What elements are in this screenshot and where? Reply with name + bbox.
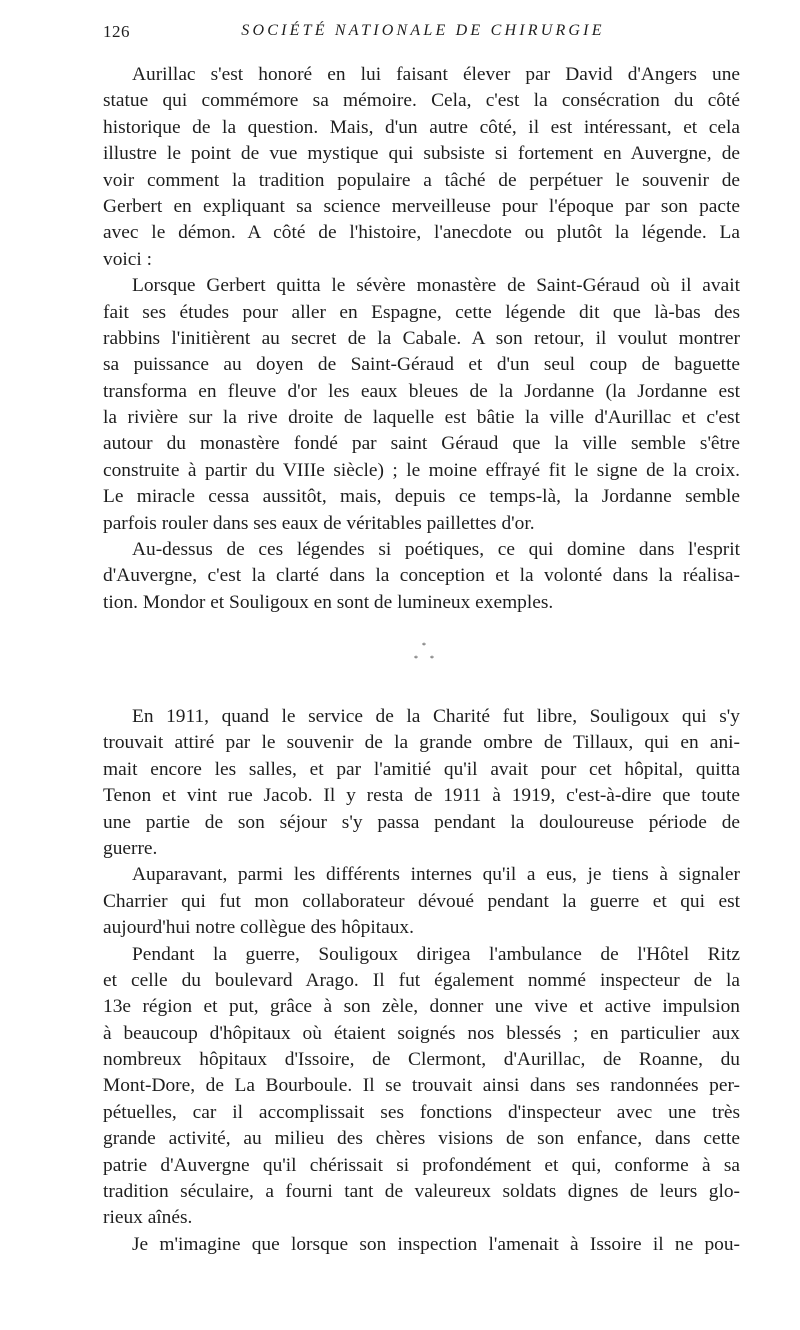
- text-block-war-years: [103, 704, 740, 1258]
- text-line: trouvait attiré par le souvenir de la grande ombre de Tillaux, qui en ani-: [103, 732, 740, 754]
- text-line: voir comment la tradition populaire a tâché de perpétuer le souvenir de: [103, 169, 740, 191]
- text-line: Tenon et vint rue Jacob. Il y resta de 1911 à 1919, c'est-à-dire que toute: [103, 785, 740, 807]
- text-line: rabbins l'initièrent au secret de la Cabale. A son retour, il voulut montrer: [103, 327, 740, 349]
- text-line: historique de la question. Mais, d'un autre côté, il est intéressant, et cela: [103, 116, 740, 138]
- running-head: SOCIÉTÉ NATIONALE DE CHIRURGIE: [241, 22, 605, 39]
- text-line: Charrier qui fut mon collaborateur dévoué pendant la guerre et qui est: [103, 890, 740, 912]
- text-line: statue qui commémore sa mémoire. Cela, c'est la consécration du côté: [103, 90, 740, 112]
- text-line: fait ses études pour aller en Espagne, cette légende dit que là-bas des: [103, 301, 740, 323]
- text-line: Auparavant, parmi les différents internes qu'il a eus, je tiens à signaler: [132, 864, 740, 886]
- text-line: Pendant la guerre, Souligoux dirigea l'ambulance de l'Hôtel Ritz: [132, 943, 740, 965]
- text-line: Lorsque Gerbert quitta le sévère monastère de Saint-Géraud où il avait: [132, 275, 740, 297]
- section-break-asterism: [0, 628, 800, 674]
- text-line: Mont-Dore, de La Bourboule. Il se trouvait ainsi dans ses randonnées per-: [103, 1075, 740, 1097]
- text-block-legend: [103, 62, 740, 616]
- text-line: voici :: [103, 248, 153, 270]
- text-line: et celle du boulevard Arago. Il fut également nommé inspecteur de la: [103, 969, 740, 991]
- text-line: avec le démon. A côté de l'histoire, l'anecdote ou plutôt la légende. La: [103, 222, 740, 244]
- text-line: tradition séculaire, a fourni tant de valeureux soldats dignes de leurs glo-: [103, 1181, 740, 1203]
- asterism-star: *: [422, 641, 426, 650]
- text-line: guerre.: [103, 837, 158, 859]
- text-line: Au-dessus de ces légendes si poétiques, ce qui domine dans l'esprit: [132, 539, 740, 561]
- text-line: nombreux hôpitaux d'Issoire, de Clermont, d'Aurillac, de Roanne, du: [103, 1049, 740, 1071]
- text-line: à beaucoup d'hôpitaux où étaient soignés nos blessés ; en particulier aux: [103, 1022, 740, 1044]
- text-line: illustre le point de vue mystique qui subsiste si fortement en Auvergne, de: [103, 143, 740, 165]
- text-line: autour du monastère fondé par saint Géraud que la ville semble s'être: [103, 433, 740, 455]
- asterism-star: *: [430, 654, 434, 663]
- text-line: En 1911, quand le service de la Charité fut libre, Souligoux qui s'y: [132, 706, 740, 727]
- text-line: la rivière sur la rive droite de laquelle est bâtie la ville d'Aurillac et c'est: [103, 407, 740, 429]
- text-line: patrie d'Auvergne qu'il chérissait si profondément et qui, conforme à sa: [103, 1154, 740, 1176]
- text-line: transforma en fleuve d'or les eaux bleues de la Jordanne (la Jordanne est: [103, 380, 740, 402]
- text-line: mait encore les salles, et par l'amitié qu'il avait pour cet hôpital, quitta: [103, 758, 740, 780]
- text-line: Le miracle cessa aussitôt, mais, depuis ce temps-là, la Jordanne semble: [103, 486, 740, 508]
- text-line: grande activité, au milieu des chères visions de son enfance, dans cette: [103, 1128, 740, 1150]
- text-line: d'Auvergne, c'est la clarté dans la conception et la volonté dans la réalisa-: [103, 565, 740, 587]
- text-line: construite à partir du VIIIe siècle) ; le moine effrayé fit le signe de la croix.: [103, 459, 740, 481]
- page-number: 126: [103, 22, 130, 41]
- page-header: [103, 22, 743, 46]
- text-line: aujourd'hui notre collègue des hôpitaux.: [103, 917, 414, 939]
- text-line: sa puissance au doyen de Saint-Géraud et d'un seul coup de baguette: [103, 354, 740, 376]
- text-line: Gerbert en expliquant sa science merveilleuse pour l'époque par son pacte: [103, 195, 740, 217]
- text-line: une partie de son séjour s'y passa pendant la douloureuse période de: [103, 811, 740, 833]
- text-line: 13e région et put, grâce à son zèle, donner une vive et active impulsion: [103, 996, 740, 1018]
- text-line: rieux aînés.: [103, 1207, 193, 1229]
- text-line: Aurillac s'est honoré en lui faisant élever par David d'Angers une: [132, 64, 740, 85]
- asterism-star: *: [414, 654, 418, 663]
- text-line: tion. Mondor et Souligoux en sont de lumineux exemples.: [103, 591, 554, 613]
- text-line: parfois rouler dans ses eaux de véritables paillettes d'or.: [103, 512, 535, 534]
- text-line: pétuelles, car il accomplissait ses fonctions d'inspecteur avec une très: [103, 1101, 740, 1123]
- text-line: Je m'imagine que lorsque son inspection l'amenait à Issoire il ne pou-: [132, 1233, 740, 1255]
